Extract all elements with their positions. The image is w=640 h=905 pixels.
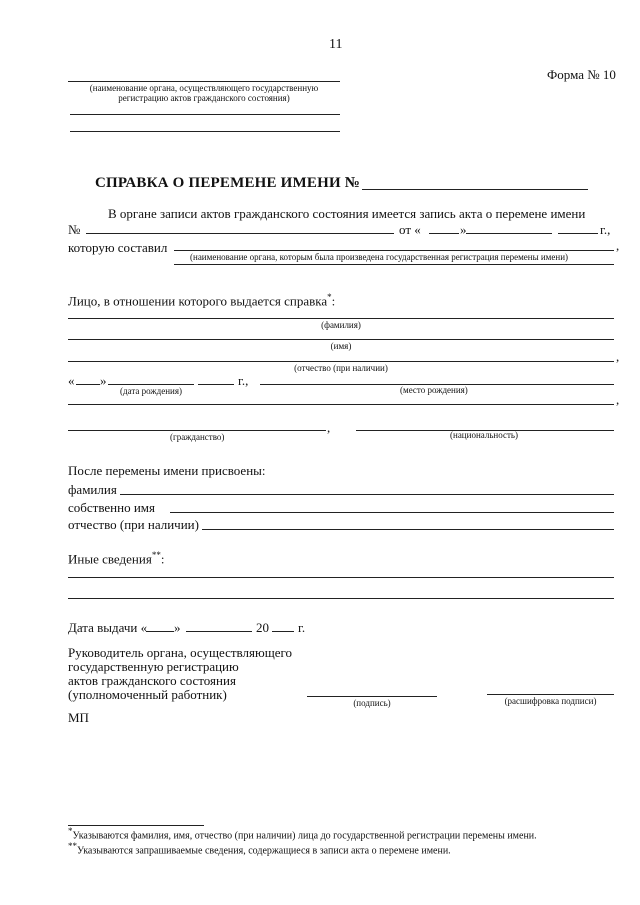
compiled-by-field-2[interactable] [174, 264, 614, 265]
patronymic-comma: , [616, 349, 620, 364]
compiled-caption: (наименование органа, которым была произведена государственная регистрация перемены имени) [190, 252, 569, 262]
issue-year-field[interactable] [272, 631, 294, 632]
nationality-caption: (национальность) [450, 430, 518, 440]
person-surname-field[interactable] [68, 318, 614, 319]
new-patronymic-field[interactable] [202, 529, 614, 530]
decoding-caption: (расшифровка подписи) [504, 696, 597, 706]
birth-date-close: » [100, 373, 107, 388]
other-info-label: Иные сведения**: [68, 550, 165, 567]
birth-year-suffix: г., [238, 373, 249, 388]
footnote-mark-1: * [327, 292, 332, 302]
record-number-field[interactable] [86, 233, 394, 234]
record-month-field[interactable] [466, 233, 552, 234]
after-change-heading: После перемены имени присвоены: [68, 463, 266, 478]
birth-day-field[interactable] [76, 384, 100, 385]
issue-day-field[interactable] [146, 631, 174, 632]
person-patronymic-field[interactable] [68, 361, 614, 362]
other-info-field-1[interactable] [68, 577, 614, 578]
person-name-field[interactable] [68, 339, 614, 340]
issue-date-quote-close: » [174, 620, 181, 635]
signature-caption: (подпись) [353, 698, 391, 708]
document-title: СПРАВКА О ПЕРЕМЕНЕ ИМЕНИ № [95, 175, 361, 191]
birth-year-field[interactable] [198, 384, 234, 385]
organ-line-2[interactable] [70, 114, 340, 115]
certificate-number-line[interactable] [362, 189, 588, 190]
new-surname-label: фамилия [68, 482, 117, 497]
citizenship-caption: (гражданство) [170, 432, 225, 442]
issue-date-label: Дата выдачи « [68, 620, 148, 635]
citizenship-comma: , [327, 420, 331, 435]
record-from-label: от « [399, 222, 421, 237]
compiled-comma: , [616, 238, 620, 253]
new-surname-field[interactable] [120, 494, 614, 495]
record-day-field[interactable] [429, 233, 459, 234]
signatory-line1: Руководитель органа, осуществляющего [68, 645, 292, 660]
footnote-2: **Указываются запрашиваемые сведения, содержащиеся в записи акта о перемене имени. [68, 841, 451, 857]
birth-place-comma: , [616, 392, 620, 407]
organ-line-3[interactable] [70, 131, 340, 132]
organ-name-line[interactable] [68, 81, 340, 82]
new-name-label: собственно имя [68, 500, 155, 515]
patronymic-caption: (отчество (при наличии) [294, 363, 388, 373]
birth-date-open: « [68, 373, 75, 388]
new-name-field[interactable] [170, 512, 614, 513]
name-caption: (имя) [330, 341, 352, 351]
birth-date-caption: (дата рождения) [120, 386, 182, 396]
compiled-by-field[interactable] [174, 250, 614, 251]
other-info-field-2[interactable] [68, 598, 614, 599]
organ-caption-line1: (наименование органа, осуществляющего государственную [89, 83, 319, 93]
issue-year-suffix: г. [298, 620, 306, 635]
signatory-line2: государственную регистрацию [68, 659, 239, 674]
footnote-mark-2: ** [151, 550, 161, 560]
signatory-line3: актов гражданского состояния [68, 673, 236, 688]
signatory-line4: (уполномоченный работник) [68, 687, 227, 702]
form-label: Форма № 10 [547, 67, 616, 82]
record-year-suffix: г., [600, 222, 611, 237]
person-heading: Лицо, в отношении которого выдается справка*: [68, 292, 336, 309]
record-intro: В органе записи актов гражданского состояния имеется запись акта о перемене имени [108, 206, 586, 221]
issue-year-prefix: 20 [256, 620, 269, 635]
record-year-field[interactable] [558, 233, 598, 234]
birth-place-field-2[interactable] [68, 404, 614, 405]
record-quote-close: » [460, 222, 467, 237]
page-number: 11 [329, 37, 343, 52]
surname-caption: (фамилия) [321, 320, 361, 330]
stamp-label: МП [68, 710, 89, 725]
new-patronymic-label: отчество (при наличии) [68, 517, 199, 532]
organ-caption-line2: регистрацию актов гражданского состояния) [118, 93, 290, 103]
birth-month-field[interactable] [108, 384, 194, 385]
issue-month-field[interactable] [186, 631, 252, 632]
compiled-label: которую составил [68, 240, 168, 255]
footnote-1: *Указываются фамилия, имя, отчество (при наличии) лица до государственной регистрации перемены имени. [68, 826, 537, 842]
record-no-label: № [68, 222, 81, 237]
citizenship-field[interactable] [68, 430, 326, 431]
birth-place-caption: (место рождения) [400, 385, 468, 395]
signature-field[interactable] [307, 696, 437, 697]
signature-decoding-field[interactable] [487, 694, 614, 695]
